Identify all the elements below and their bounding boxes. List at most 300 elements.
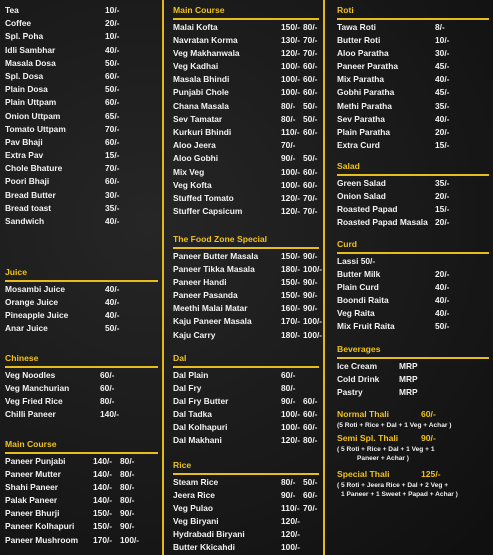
menu-item-half-price: 50/-	[303, 476, 318, 487]
menu-item-price: 35/-	[105, 202, 120, 213]
menu-item-price: 70/-	[105, 123, 120, 134]
menu-item-name: Jeera Rice	[173, 489, 215, 500]
menu-item	[5, 408, 158, 421]
section-underline	[337, 252, 489, 254]
menu-item-name: Steam Rice	[173, 476, 219, 487]
menu-item-name: Palak Paneer	[5, 495, 58, 506]
menu-item-price: 40/-	[105, 44, 120, 55]
menu-item	[173, 126, 319, 139]
section-underline	[173, 366, 319, 368]
menu-item-price: 100/-	[281, 166, 301, 177]
menu-item-name: Stuffer Capsicum	[173, 206, 243, 217]
menu-item	[173, 113, 319, 126]
menu-item-name: Roasted Papad Masala	[337, 217, 428, 228]
menu-item-name: Aloo Gobhi	[173, 153, 219, 164]
menu-item-name: Ice Cream	[337, 360, 378, 371]
menu-item-price: MRP	[399, 360, 418, 371]
menu-item-name: Kaju Carry	[173, 329, 216, 340]
menu-item-half-price: 90/-	[303, 303, 318, 314]
menu-item-name: Veg Raita	[337, 308, 375, 319]
menu-item-price: 60/-	[105, 176, 120, 187]
menu-item-name: Hydrabadi Biryani	[173, 529, 245, 540]
menu-item-half-price: 60/-	[303, 489, 318, 500]
menu-item	[5, 162, 158, 175]
menu-item-name: Extra Pav	[5, 150, 44, 161]
menu-item-price: 20/-	[105, 18, 120, 29]
menu-item-price: 30/-	[435, 47, 450, 58]
menu-item-price: 160/-	[281, 303, 301, 314]
menu-item-half-price: 70/-	[303, 47, 318, 58]
menu-item-name: Pastry	[337, 386, 363, 397]
menu-item-price: 130/-	[281, 34, 301, 45]
section-beverages	[337, 343, 489, 399]
menu-item	[173, 47, 319, 60]
menu-item-price: 40/-	[435, 281, 450, 292]
menu-item	[173, 395, 319, 408]
menu-item-price: 90/-	[281, 489, 296, 500]
menu-item-price: 110/-	[281, 127, 300, 137]
menu-item-name: Roasted Papad	[337, 203, 398, 214]
menu-item-half-price: 50/-	[303, 153, 318, 164]
menu-item-price: 60/-	[105, 97, 120, 108]
menu-item-price: 80/-	[281, 113, 296, 124]
menu-item	[337, 100, 489, 113]
menu-item-price: 40/-	[105, 283, 120, 294]
menu-item-name: Bread Butter	[5, 189, 56, 200]
menu-item	[337, 34, 489, 47]
menu-item-price: 70/-	[105, 163, 120, 174]
menu-item	[173, 541, 319, 554]
menu-item-price: 60/-	[100, 369, 115, 380]
menu-item-name: Pav Bhaji	[5, 136, 43, 147]
menu-item-half-price: 80/-	[303, 435, 318, 446]
menu-item	[337, 255, 489, 268]
menu-item-half-price: 90/-	[303, 290, 318, 301]
menu-item	[173, 369, 319, 382]
menu-item	[5, 44, 158, 57]
menu-item-name: Lassi 50/-	[337, 255, 376, 266]
menu-item	[5, 283, 158, 296]
menu-item	[5, 4, 158, 17]
menu-item-name: Paneer Pasanda	[173, 290, 238, 301]
menu-item	[337, 360, 489, 373]
menu-item-price: 8/-	[435, 21, 445, 32]
menu-item-name: Butter Kkicahdi	[173, 542, 235, 553]
menu-item-price: 170/-	[93, 534, 113, 545]
menu-item-name: Paneer Butter Masala	[173, 250, 259, 261]
menu-item-name: Mix Paratha	[337, 74, 385, 85]
menu-item-price: 15/-	[435, 203, 450, 214]
menu-item	[337, 113, 489, 126]
menu-item-price: 40/-	[105, 309, 120, 320]
menu-item	[337, 47, 489, 60]
section-curd	[337, 238, 489, 334]
section-salad	[337, 160, 489, 229]
menu-item-half-price: 100/-	[303, 263, 323, 274]
menu-item-name: Shahi Paneer	[5, 481, 59, 492]
menu-item	[173, 21, 319, 34]
menu-item-price: 180/-	[281, 263, 301, 274]
thali-label: Semi Spl. Thali	[337, 433, 399, 443]
menu-item-name: Sev Tamatar	[173, 113, 223, 124]
menu-item-price: 140/-	[93, 481, 113, 492]
section-underline	[5, 452, 158, 454]
menu-item	[5, 136, 158, 149]
menu-item	[337, 139, 489, 152]
menu-item	[173, 289, 319, 302]
menu-item-name: Anar Juice	[5, 323, 48, 334]
menu-item-price: 100/-	[281, 179, 301, 190]
menu-item-price: 45/-	[435, 87, 450, 98]
menu-item	[173, 179, 319, 192]
menu-item-price: 120/-	[281, 206, 301, 217]
menu-item-price: 140/-	[100, 409, 120, 420]
menu-item-name: Bread toast	[5, 202, 52, 213]
menu-item-price: 20/-	[435, 268, 450, 279]
menu-item-name: Veg Fried Rice	[5, 395, 63, 406]
menu-item	[337, 386, 489, 399]
menu-item	[337, 373, 489, 386]
menu-item-price: 140/-	[93, 468, 113, 479]
menu-item-name: Tawa Roti	[337, 21, 376, 32]
menu-item	[337, 177, 489, 190]
menu-item	[337, 320, 489, 333]
section-underline	[173, 18, 319, 20]
menu-item	[5, 189, 158, 202]
menu-item-name: Tomato Uttpam	[5, 123, 66, 134]
section-main-course-1	[5, 438, 158, 547]
menu-item-price: 110/-	[281, 502, 300, 513]
menu-item-half-price: 80/-	[120, 468, 135, 479]
menu-item	[5, 17, 158, 30]
menu-item-name: Plain Paratha	[337, 127, 391, 137]
menu-item-price: MRP	[399, 373, 418, 384]
menu-item	[337, 86, 489, 99]
menu-item-name: Mosambi Juice	[5, 283, 66, 294]
section-underline	[337, 18, 489, 20]
menu-item-half-price: 90/-	[120, 508, 135, 519]
menu-item-name: Veg Biryani	[173, 516, 219, 527]
section-snacks	[5, 4, 158, 228]
menu-item	[5, 123, 158, 136]
thali-label: Special Thali	[337, 469, 390, 479]
menu-item-name: Butter Roti	[337, 34, 381, 45]
menu-item	[173, 263, 323, 276]
menu-item-price: 40/-	[435, 113, 450, 124]
section-juice	[5, 266, 158, 335]
menu-item	[173, 73, 319, 86]
menu-item-price: 80/-	[281, 476, 296, 487]
menu-item-price: 170/-	[281, 316, 301, 327]
menu-item-name: Veg Makhanwala	[173, 47, 240, 58]
menu-item-name: Dal Kolhapuri	[173, 422, 228, 433]
menu-item	[173, 276, 319, 289]
menu-item	[5, 534, 158, 547]
section-underline	[5, 280, 158, 282]
menu-item-price: 35/-	[435, 100, 450, 111]
menu-item-name: Paneer Tikka Masala	[173, 263, 255, 274]
menu-item-price: 150/-	[93, 521, 113, 532]
menu-item-name: Punjabi Chole	[173, 87, 229, 98]
menu-item-name: Boondi Raita	[337, 295, 389, 306]
menu-item-half-price: 80/-	[120, 455, 135, 466]
menu-item-price: 15/-	[105, 150, 120, 161]
menu-item	[173, 166, 319, 179]
menu-item	[5, 382, 158, 395]
menu-item	[337, 216, 489, 229]
menu-item	[173, 86, 319, 99]
menu-item-name: Veg Noodles	[5, 369, 56, 380]
menu-item-price: 150/-	[281, 21, 301, 32]
section-title: Beverages	[337, 344, 381, 354]
menu-item-price: 180/-	[281, 329, 301, 340]
menu-item-name: Butter Milk	[337, 268, 381, 279]
menu-item-name: Veg Kadhai	[173, 61, 219, 72]
menu-item-name: Aloo Jeera	[173, 140, 216, 151]
menu-item-price: 60/-	[281, 369, 296, 380]
menu-item-name: Sandwich	[5, 216, 45, 226]
menu-item	[173, 382, 319, 395]
thali-normal	[337, 408, 489, 430]
menu-item-half-price: 80/-	[303, 21, 318, 32]
menu-item-half-price: 100/-	[303, 316, 323, 327]
section-underline	[337, 174, 489, 176]
menu-item	[173, 408, 319, 421]
menu-item-price: 20/-	[435, 217, 450, 228]
column-divider	[162, 0, 164, 555]
menu-column-1	[0, 0, 162, 555]
menu-item-name: Pineapple Juice	[5, 309, 69, 320]
menu-item-name: Spl. Poha	[5, 31, 44, 42]
menu-item-name: Dal Makhani	[173, 435, 222, 446]
menu-item-half-price: 90/-	[303, 276, 318, 287]
menu-item	[173, 528, 319, 541]
thali-price: 125/-	[421, 469, 441, 479]
menu-item-name: Chilli Paneer	[5, 409, 56, 420]
menu-item	[5, 30, 158, 43]
thali-desc: 1 Paneer + 1 Sweet + Papad + Achar )	[341, 491, 458, 498]
menu-item-name: Plain Dosa	[5, 84, 48, 95]
menu-item-name: Paneer Mushroom	[5, 534, 79, 545]
section-title: Juice	[5, 267, 27, 277]
menu-item-name: Masala Dosa	[5, 57, 56, 68]
menu-item	[5, 83, 158, 96]
menu-item-half-price: 70/-	[303, 34, 318, 45]
menu-item-half-price: 90/-	[303, 250, 318, 261]
menu-item-price: 60/-	[105, 136, 120, 147]
menu-item-price: 100/-	[281, 61, 301, 72]
menu-item-price: 100/-	[281, 74, 301, 85]
menu-item-price: 120/-	[281, 529, 301, 540]
menu-item	[173, 152, 319, 165]
menu-item-half-price: 60/-	[303, 166, 318, 177]
menu-item-name: Onion Salad	[337, 190, 386, 201]
menu-item-name: Extra Curd	[337, 140, 380, 151]
menu-item-name: Orange Juice	[5, 296, 59, 307]
menu-item-price: 15/-	[435, 140, 450, 151]
menu-item-half-price: 60/-	[303, 87, 318, 98]
section-title: Main Course	[5, 439, 57, 449]
menu-item	[337, 294, 489, 307]
menu-item	[337, 203, 489, 216]
menu-item	[173, 139, 319, 152]
menu-item-name: Chana Masala	[173, 100, 229, 111]
menu-item	[337, 60, 489, 73]
thali-price: 90/-	[421, 433, 436, 443]
thali-desc: ( 5 Roti + Jeera Rice + Dal + 2 Veg +	[337, 482, 449, 489]
menu-item-name: Paneer Handi	[173, 276, 227, 287]
menu-item	[337, 281, 489, 294]
menu-item-half-price: 60/-	[303, 74, 318, 85]
menu-item	[337, 268, 489, 281]
menu-item	[173, 502, 319, 515]
menu-item-price: 80/-	[281, 100, 296, 111]
menu-item-name: Green Salad	[337, 177, 386, 188]
menu-item	[5, 309, 158, 322]
menu-item	[5, 175, 158, 188]
menu-item-price: 150/-	[281, 290, 301, 301]
menu-item-half-price: 100/-	[120, 534, 140, 545]
menu-item-half-price: 80/-	[120, 495, 135, 506]
menu-item-price: 10/-	[105, 31, 120, 42]
menu-item-price: 140/-	[93, 495, 113, 506]
menu-item-half-price: 60/-	[303, 409, 318, 420]
menu-item	[5, 494, 158, 507]
menu-item-name: Meethi Malai Matar	[173, 303, 248, 314]
menu-item-price: 150/-	[281, 250, 301, 261]
menu-item	[5, 507, 158, 520]
menu-item-name: Paneer Mutter	[5, 468, 61, 479]
menu-item-name: Aloo Paratha	[337, 47, 389, 58]
menu-item	[5, 149, 158, 162]
menu-item-name: Paneer Kolhapuri	[5, 521, 75, 532]
menu-item	[337, 190, 489, 203]
menu-item	[5, 322, 158, 335]
menu-item	[173, 34, 319, 47]
menu-item-half-price: 60/-	[303, 422, 318, 433]
menu-item-price: 120/-	[281, 516, 301, 527]
section-title: Roti	[337, 5, 354, 15]
menu-item	[173, 205, 319, 218]
menu-item-name: Dal Fry Butter	[173, 395, 229, 406]
menu-item-name: Veg Pulao	[173, 502, 214, 513]
menu-item-name: Paneer Bhurji	[5, 508, 60, 519]
menu-item-price: 30/-	[105, 189, 120, 200]
menu-item	[337, 21, 489, 34]
menu-item	[5, 481, 158, 494]
menu-item	[5, 468, 158, 481]
thali-desc: ( 5 Roti + Rice + Dal + 1 Veg + 1	[337, 446, 435, 453]
menu-item	[173, 302, 319, 315]
menu-item-name: Plain Curd	[337, 281, 379, 292]
menu-item	[5, 70, 158, 83]
menu-item-price: 40/-	[435, 308, 450, 319]
menu-item	[5, 202, 158, 215]
menu-item-name: Stuffed Tomato	[173, 192, 234, 203]
section-roti	[337, 4, 489, 152]
menu-item-price: 90/-	[281, 153, 296, 164]
menu-item	[5, 369, 158, 382]
section-food-zone-special	[173, 233, 323, 342]
menu-item	[173, 192, 319, 205]
menu-item-half-price: 70/-	[303, 502, 318, 513]
menu-item-name: Tea	[5, 5, 19, 15]
menu-item-name: Veg Manchurian	[5, 382, 70, 393]
menu-item	[337, 307, 489, 320]
menu-item-name: Dal Tadka	[173, 409, 212, 420]
menu-item	[5, 520, 158, 533]
menu-item	[173, 250, 319, 263]
menu-item-price: 150/-	[93, 508, 113, 519]
menu-item-name: Chole Bhature	[5, 163, 63, 174]
section-underline	[337, 357, 489, 359]
menu-item-name: Idli Sambhar	[5, 44, 56, 55]
section-title: Curd	[337, 239, 358, 249]
column-divider	[323, 0, 325, 555]
menu-item-price: 140/-	[93, 455, 113, 466]
menu-item-name: Plain Uttpam	[5, 97, 57, 108]
menu-item	[337, 126, 489, 139]
menu-item-half-price: 60/-	[303, 395, 318, 406]
menu-item-name: Poori Bhaji	[5, 176, 50, 187]
menu-item-price: 50/-	[435, 321, 450, 332]
section-title: Rice	[173, 460, 192, 470]
menu-item-price: 50/-	[105, 84, 120, 95]
menu-item	[173, 329, 323, 342]
menu-item-price: 80/-	[281, 382, 296, 393]
menu-item	[173, 515, 319, 528]
menu-item-price: 120/-	[281, 192, 301, 203]
section-rice	[173, 459, 319, 555]
menu-item-price: 100/-	[281, 87, 301, 98]
menu-item-price: 100/-	[281, 409, 301, 420]
menu-item-price: 10/-	[435, 34, 450, 45]
menu-item-name: Navratan Korma	[173, 34, 238, 45]
menu-item-price: 20/-	[435, 190, 450, 201]
menu-item	[5, 57, 158, 70]
thali-semi-special	[337, 432, 489, 463]
menu-item-half-price: 70/-	[303, 192, 318, 203]
menu-item-half-price: 90/-	[120, 521, 135, 532]
menu-item-price: 120/-	[281, 47, 301, 58]
menu-item-name: Malai Kofta	[173, 21, 218, 32]
menu-item-name: Sev Paratha	[337, 113, 385, 124]
menu-item-half-price: 60/-	[303, 127, 318, 137]
section-main-course-2	[173, 4, 319, 218]
menu-item-name: Veg Kofta	[173, 179, 212, 190]
menu-item-price: 35/-	[435, 177, 450, 188]
menu-item-name: Gobhi Paratha	[337, 87, 395, 98]
menu-item-half-price: 80/-	[120, 481, 135, 492]
menu-item	[5, 110, 158, 123]
menu-item	[173, 489, 319, 502]
menu-item-price: 40/-	[435, 74, 450, 85]
menu-item-price: MRP	[399, 386, 418, 397]
menu-item-half-price: 70/-	[303, 206, 318, 217]
section-chinese	[5, 352, 158, 421]
menu-item-name: Paneer Paratha	[337, 61, 398, 72]
menu-item	[337, 73, 489, 86]
menu-item-half-price: 50/-	[303, 100, 318, 111]
menu-item-name: Mix Veg	[173, 166, 205, 177]
menu-item-name: Mix Fruit Raita	[337, 321, 395, 332]
menu-item	[173, 434, 319, 447]
thali-desc: Paneer + Achar )	[357, 455, 409, 462]
section-underline	[5, 366, 158, 368]
menu-item-name: Dal Fry	[173, 382, 202, 393]
menu-item-half-price: 50/-	[303, 113, 318, 124]
thali-label: Normal Thali	[337, 409, 390, 419]
